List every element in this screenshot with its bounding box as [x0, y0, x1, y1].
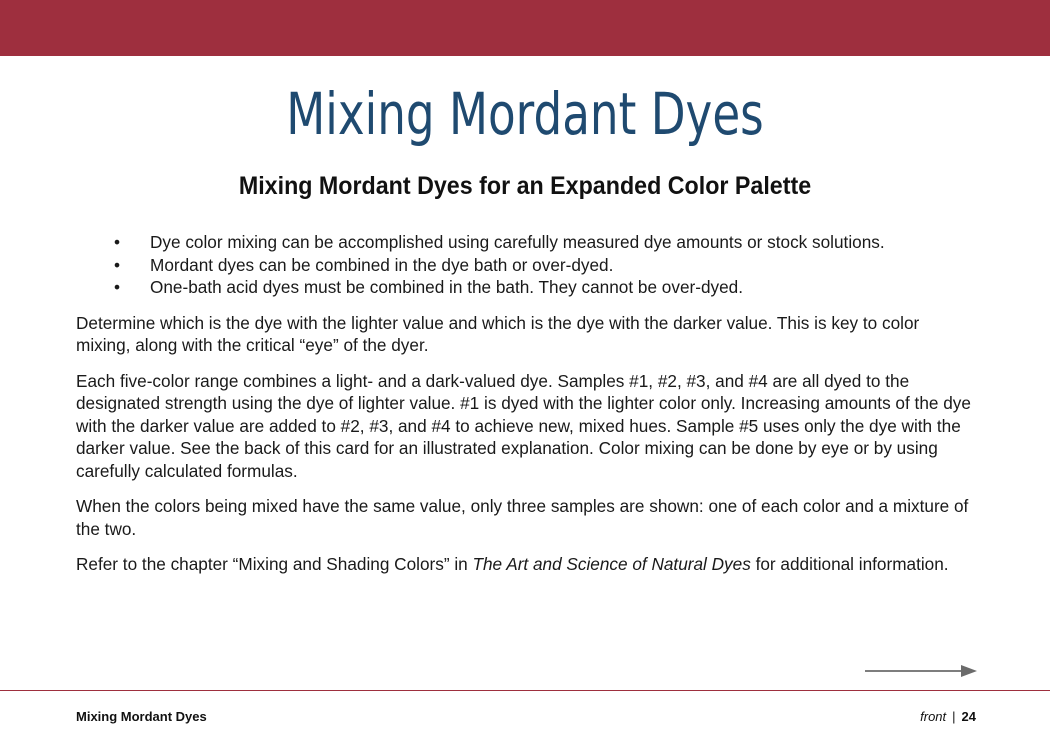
paragraph: Each five-color range combines a light- and a dark-valued dye. Samples #1, #2, #3, and #4 are all dyed to the designated strength using the dye of lighter value. #1 is dyed with the lighter color only. Increasing amounts of the dye with the darker value are added to #2, #3, and #4 to achieve new, mixed hues. Sample #5 uses only the dye with the darker value. See the back of this card for an illustrated explanation. Color mixing can be done by eye or by using carefully calculated formulas.: [76, 370, 971, 481]
bullet-glyph: •: [114, 232, 121, 252]
top-color-band: [0, 0, 1050, 56]
footer-page-info: [920, 709, 976, 725]
body-content: [76, 231, 973, 576]
page-subtitle: Mixing Mordant Dyes for an Expanded Color Palette: [238, 172, 812, 200]
card-side-label: front: [920, 709, 947, 724]
bullet-text: Mordant dyes can be combined in the dye bath or over-dyed.: [150, 254, 614, 275]
page-number: 24: [961, 709, 976, 724]
bullet-glyph: •: [114, 277, 121, 297]
right-arrow-icon[interactable]: [865, 664, 977, 678]
reference-text-after: for additional information.: [750, 554, 949, 574]
bullet-glyph: •: [114, 254, 121, 275]
paragraph: Determine which is the dye with the lighter value and which is the dye with the darker value. This is key to color mixing, along with the critical “eye” of the dyer.: [76, 312, 920, 355]
bullet-text: One-bath acid dyes must be combined in the bath. They cannot be over-dyed.: [150, 277, 744, 297]
footer-separator: |: [952, 709, 956, 724]
paragraph: When the colors being mixed have the same value, only three samples are shown: one of each color and a mixture of the two.: [76, 496, 969, 539]
bullet-text: Dye color mixing can be accomplished using carefully measured dye amounts or stock solutions.: [150, 232, 885, 252]
bullet-list: [76, 231, 973, 299]
page-title: Mixing Mordant Dyes: [286, 80, 764, 148]
list-item: [76, 276, 973, 299]
list-item: [76, 231, 973, 254]
list-item: [76, 254, 973, 277]
footer-section-title: Mixing Mordant Dyes: [76, 709, 207, 724]
book-title: The Art and Science of Natural Dyes: [472, 554, 751, 574]
reference-paragraph: [76, 553, 973, 576]
reference-text-before: Refer to the chapter “Mixing and Shading Colors” in: [76, 554, 473, 574]
footer-divider: [0, 690, 1050, 691]
